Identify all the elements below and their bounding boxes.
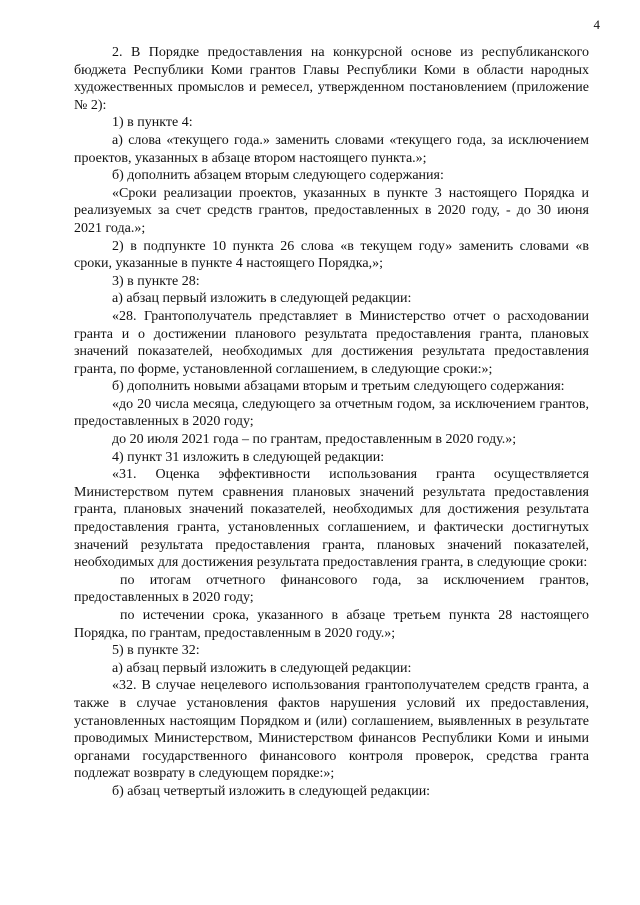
paragraph-subitem-5: 5) в пункте 32: xyxy=(112,643,200,659)
paragraph-subitem-2: 2) в подпункте 10 пункта 26 слова «в текущем году» заменить словами «в сроки, указанные в пункте 4 настоящего Порядка,»; xyxy=(74,238,589,272)
paragraph-quote-31-term-2: по истечении срока, указанного в абзаце третьем пункта 28 настоящего Порядка, по грантам, предоставленным в 2020 году.»; xyxy=(74,608,589,641)
paragraph-quote-28: «28. Грантополучатель представляет в Министерство отчет о расходовании гранта и о достижении планового результата предоставления гранта, плановых значений показателей, необходимых для достижения результата предоставления гранта, по форме, установленной соглашением, в следующие сроки:»; xyxy=(74,308,589,377)
paragraph-subitem-3b: б) дополнить новыми абзацами вторым и третьим следующего содержания: xyxy=(112,379,565,395)
paragraph-subitem-3a: а) абзац первый изложить в следующей редакции: xyxy=(112,291,412,307)
page-number: 4 xyxy=(593,17,600,32)
paragraph-quote-deadline-2: до 20 июля 2021 года – по грантам, предоставленным в 2020 году.»; xyxy=(112,432,517,448)
paragraph-quote-terms: «Сроки реализации проектов, указанных в пункте 3 настоящего Порядка и реализуемых за счет средств грантов, предоставленных в 2020 году, - до 30 июня 2021 года.»; xyxy=(74,185,589,236)
paragraph-item-2-intro: 2. В Порядке предоставления на конкурсной основе из республиканского бюджета Республики Коми грантов Главы Республики Коми в области народных художественных промыслов и ремесел, утвержденном постановлением (приложение № 2): xyxy=(74,45,589,113)
paragraph-subitem-4: 4) пункт 31 изложить в следующей редакции: xyxy=(112,449,385,465)
paragraph-quote-deadline-1: «до 20 числа месяца, следующего за отчетным годом, за исключением грантов, предоставленных в 2020 году; xyxy=(74,396,589,430)
paragraph-subitem-1a: а) слова «текущего года.» заменить словами «текущего года, за исключением проектов, указанных в абзаце втором настоящего пункта.»; xyxy=(74,132,589,166)
document-body xyxy=(74,44,589,801)
paragraph-quote-32: «32. В случае нецелевого использования грантополучателем средств гранта, а также в случае установления фактов нарушения условий их предоставления, установленных настоящим Порядком и (или) соглашением, выявленных в результате проводимых Министерством, Министерством финансов Республики Коми и иными органами государственного финансового контроля проверок, средства гранта подлежат возврату в следующем порядке:»; xyxy=(74,678,589,782)
paragraph-subitem-5a: а) абзац первый изложить в следующей редакции: xyxy=(112,660,412,676)
paragraph-quote-31: «31. Оценка эффективности использования гранта осуществляется Министерством путем сравнения плановых значений результата предоставления гранта, плановых значений показателей, необходимых для достижения результата предоставления гранта, установленных соглашением, и фактически достигнутых значений результата предоставления гранта, плановых значений показателей, необходимых для достижения результата предоставления гранта, в следующие сроки: xyxy=(74,467,589,571)
paragraph-subitem-1: 1) в пункте 4: xyxy=(112,115,193,131)
paragraph-subitem-3: 3) в пункте 28: xyxy=(112,273,200,289)
paragraph-subitem-5b: б) абзац четвертый изложить в следующей редакции: xyxy=(112,783,431,799)
paragraph-subitem-1b: б) дополнить абзацем вторым следующего содержания: xyxy=(112,168,444,184)
paragraph-quote-31-term-1: по итогам отчетного финансового года, за исключением грантов, предоставленных в 2020 году; xyxy=(74,572,589,606)
